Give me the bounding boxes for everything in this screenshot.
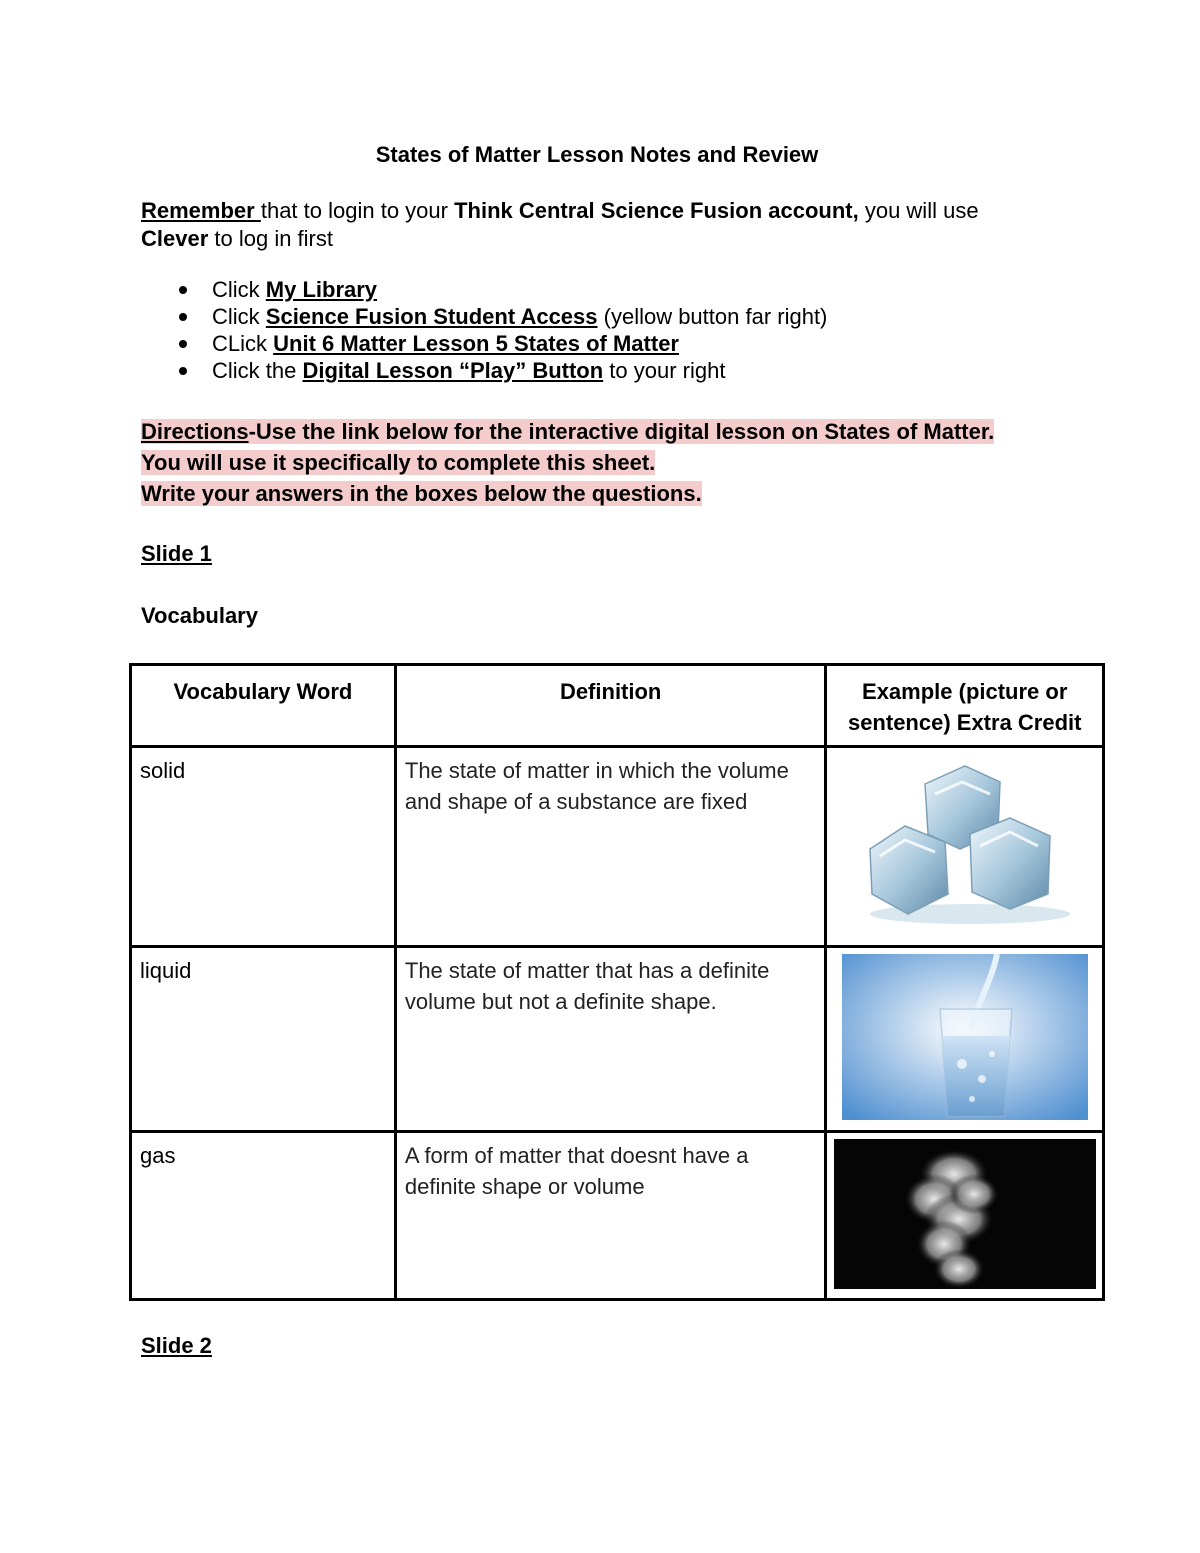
definition-cell: The state of matter in which the volume and shape of a substance are fixed: [395, 747, 826, 947]
remember-label: Remember: [141, 198, 261, 223]
bullet-icon: [179, 313, 187, 321]
remember-text-1: that to login to your: [260, 198, 455, 223]
definition-cell: The state of matter that has a definite volume but not a definite shape.: [395, 947, 826, 1132]
word-cell: liquid: [131, 947, 396, 1132]
bullet-icon: [179, 340, 187, 348]
list-item: [141, 276, 827, 303]
table-row: [131, 747, 1104, 947]
ice-cubes-photo: [850, 754, 1080, 934]
word-cell: solid: [131, 747, 396, 947]
instruction-list: [141, 276, 827, 384]
directions-line-3: Write your answers in the boxes below the questions.: [141, 481, 702, 506]
word-cell: gas: [131, 1132, 396, 1300]
list-item: [141, 303, 827, 330]
example-cell: [826, 747, 1104, 947]
bullet-icon: [179, 367, 187, 375]
page-title: States of Matter Lesson Notes and Review: [375, 142, 819, 167]
step-link-student-access[interactable]: Science Fusion Student Access: [265, 304, 598, 329]
step-text: (yellow button far right): [597, 304, 828, 329]
header-vocabulary-word: Vocabulary Word: [131, 665, 396, 747]
water-glass-photo: [842, 954, 1088, 1120]
slide-1-heading: Slide 1: [141, 541, 212, 566]
steam-photo: [834, 1139, 1096, 1289]
directions-line-1: -Use the link below for the interactive digital lesson on States of Matter.: [248, 419, 995, 444]
definition-cell: A form of matter that doesnt have a definite shape or volume: [395, 1132, 826, 1300]
remember-paragraph: [141, 197, 1081, 253]
account-name: Think Central Science Fusion account,: [454, 198, 859, 223]
step-text: Click: [212, 304, 266, 329]
table-row: [131, 947, 1104, 1132]
step-text: CLick: [212, 331, 274, 356]
step-text: Click: [212, 277, 266, 302]
directions-block: [141, 416, 994, 509]
remember-text-2: you will use: [858, 198, 979, 223]
directions-label: Directions: [141, 419, 249, 444]
list-item: [141, 357, 827, 384]
step-link-my-library[interactable]: My Library: [265, 277, 378, 302]
remember-text-3: to log in first: [208, 226, 333, 251]
header-example: Example (picture or sentence) Extra Credit: [826, 665, 1104, 747]
table-row: [131, 1132, 1104, 1300]
header-definition: Definition: [395, 665, 826, 747]
clever-name: Clever: [141, 226, 209, 251]
slide-2-heading: Slide 2: [141, 1333, 212, 1358]
step-link-play-button[interactable]: Digital Lesson “Play” Button: [302, 358, 604, 383]
vocabulary-heading: Vocabulary: [141, 603, 258, 628]
example-cell: [826, 1132, 1104, 1300]
step-text: Click the: [212, 358, 303, 383]
step-link-unit-6[interactable]: Unit 6 Matter Lesson 5 States of Matter: [273, 331, 679, 356]
bullet-icon: [179, 286, 187, 294]
vocabulary-table: [129, 663, 1105, 1301]
directions-line-2: You will use it specifically to complete this sheet.: [141, 450, 656, 475]
table-header-row: [131, 665, 1104, 747]
list-item: [141, 330, 827, 357]
example-cell: [826, 947, 1104, 1132]
step-text: to your right: [603, 358, 726, 383]
